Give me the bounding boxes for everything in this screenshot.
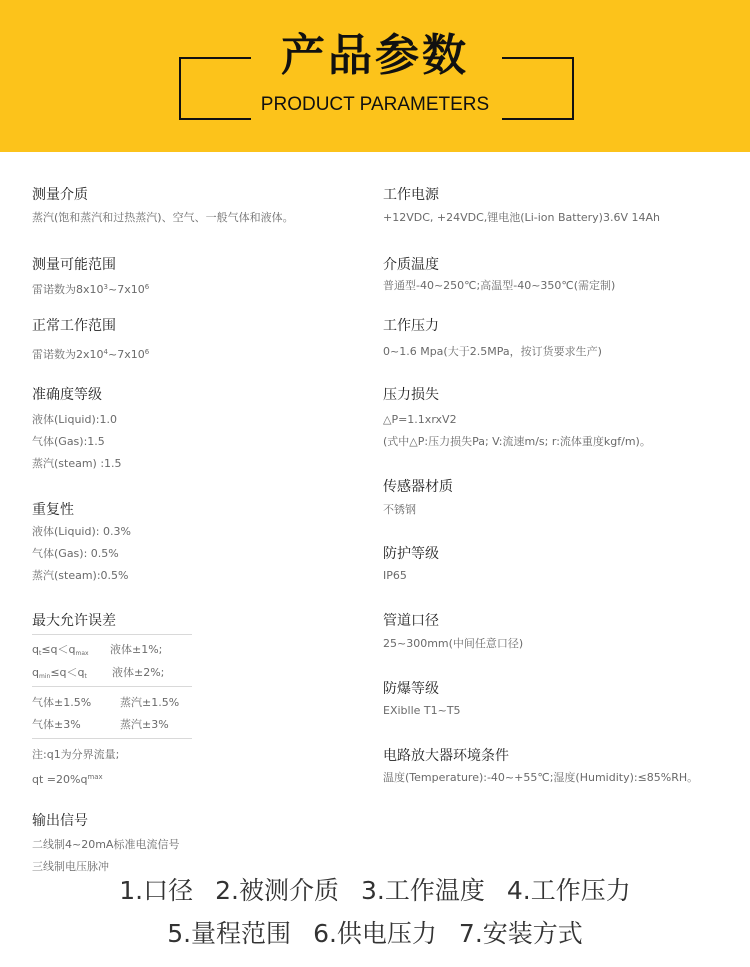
normal-range-label: 正常工作范围 (32, 318, 116, 334)
page-subtitle: PRODUCT PARAMETERS (260, 94, 490, 115)
error-gas-value: 气体±3% (32, 718, 81, 731)
accuracy-line: 气体(Gas):1.5 (32, 435, 105, 448)
footer-line-1 (0, 875, 750, 907)
medium-label: 测量介质 (32, 187, 88, 203)
pressure-loss-formula: △P=1.1xrxV2 (383, 413, 457, 426)
error-note: qt $=20\%q^{max}$ (32, 773, 103, 786)
footer-item: 1.口径 (119, 876, 194, 905)
output-signal-line: 三线制电压脉冲 (32, 860, 109, 873)
normal-range-value: 雷诺数为$2x10^4\sim 7x10^6$ (32, 348, 150, 361)
accuracy-line: 液体(Liquid):1.0 (32, 413, 117, 426)
error-range-value: 液体±1%; (110, 643, 163, 656)
footer-line-2 (0, 918, 750, 950)
header-banner (0, 0, 750, 152)
repeatability-line: 气体(Gas): 0.5% (32, 547, 119, 560)
divider (32, 738, 192, 739)
footer-item: 6.供电压力 (313, 919, 437, 948)
error-steam-value: 蒸汽±3% (120, 718, 169, 731)
power-value: +12VDC, +24VDC,锂电池(Li-ion Battery)3.6V 14Ah (383, 211, 660, 224)
divider (32, 686, 192, 687)
pressure-loss-note: (式中△P:压力损失Pa; V:流速m/s; r:流体重度kgf/m)。 (383, 435, 651, 448)
error-note: 注:q1为分界流量; (32, 748, 120, 761)
repeatability-line: 液体(Liquid): 0.3% (32, 525, 131, 538)
environment-value: 温度(Temperature):-40~+55℃;湿度(Humidity):≤85%RH。 (383, 771, 699, 784)
error-gas-value: 气体±1.5% (32, 696, 92, 709)
medium-temperature-label: 介质温度 (383, 257, 439, 273)
output-signal-line: 二线制4~20mA标准电流信号 (32, 838, 180, 851)
medium-temperature-value: 普通型-40~250℃;高温型-40~350℃(需定制) (383, 279, 616, 292)
page-title: 产品参数 (281, 30, 469, 81)
footer-item: 5.量程范围 (167, 919, 292, 948)
pipe-diameter-label: 管道口径 (383, 613, 439, 629)
environment-label: 电路放大器环境条件 (383, 748, 509, 764)
divider (32, 634, 192, 635)
pipe-diameter-value: 25~300mm(中间任意口径) (383, 637, 524, 650)
repeatability-label: 重复性 (32, 502, 74, 518)
protection-level-label: 防护等级 (383, 546, 439, 562)
max-error-label: 最大允许误差 (32, 613, 116, 629)
protection-level-value: IP65 (383, 569, 407, 582)
footer-item: 2.被测介质 (215, 876, 339, 905)
error-steam-value: 蒸汽±1.5% (120, 696, 180, 709)
power-label: 工作电源 (383, 187, 439, 203)
working-pressure-value: 0~1.6 Mpa(大于2.5MPa，按订货要求生产) (383, 345, 602, 358)
range-label: 测量可能范围 (32, 257, 116, 273)
accuracy-line: 蒸汽(steam) :1.5 (32, 457, 122, 470)
medium-value: 蒸汽(饱和蒸汽和过热蒸汽)、空气、一般气体和液体。 (32, 211, 294, 224)
sensor-material-label: 传感器材质 (383, 479, 453, 495)
error-range-condition: $q_{min}\le q<q_t$ (32, 666, 87, 680)
error-range-value: 液体±2%; (112, 666, 165, 679)
accuracy-label: 准确度等级 (32, 387, 102, 403)
footer-item: 3.工作温度 (361, 876, 485, 905)
pressure-loss-label: 压力损失 (383, 387, 439, 403)
repeatability-line: 蒸汽(steam):0.5% (32, 569, 129, 582)
sensor-material-value: 不锈钢 (383, 503, 416, 516)
explosion-proof-label: 防爆等级 (383, 681, 439, 697)
output-signal-label: 输出信号 (32, 813, 88, 829)
footer-item: 7.安装方式 (458, 919, 583, 948)
working-pressure-label: 工作压力 (383, 318, 439, 334)
error-range-condition: $q_t\le q<q_{max}$ (32, 643, 89, 657)
explosion-proof-value: EXiblle T1~T5 (383, 704, 461, 717)
range-value: 雷诺数为$8x10^3\sim 7x10^6$ (32, 283, 150, 296)
footer-item: 4.工作压力 (506, 876, 631, 905)
